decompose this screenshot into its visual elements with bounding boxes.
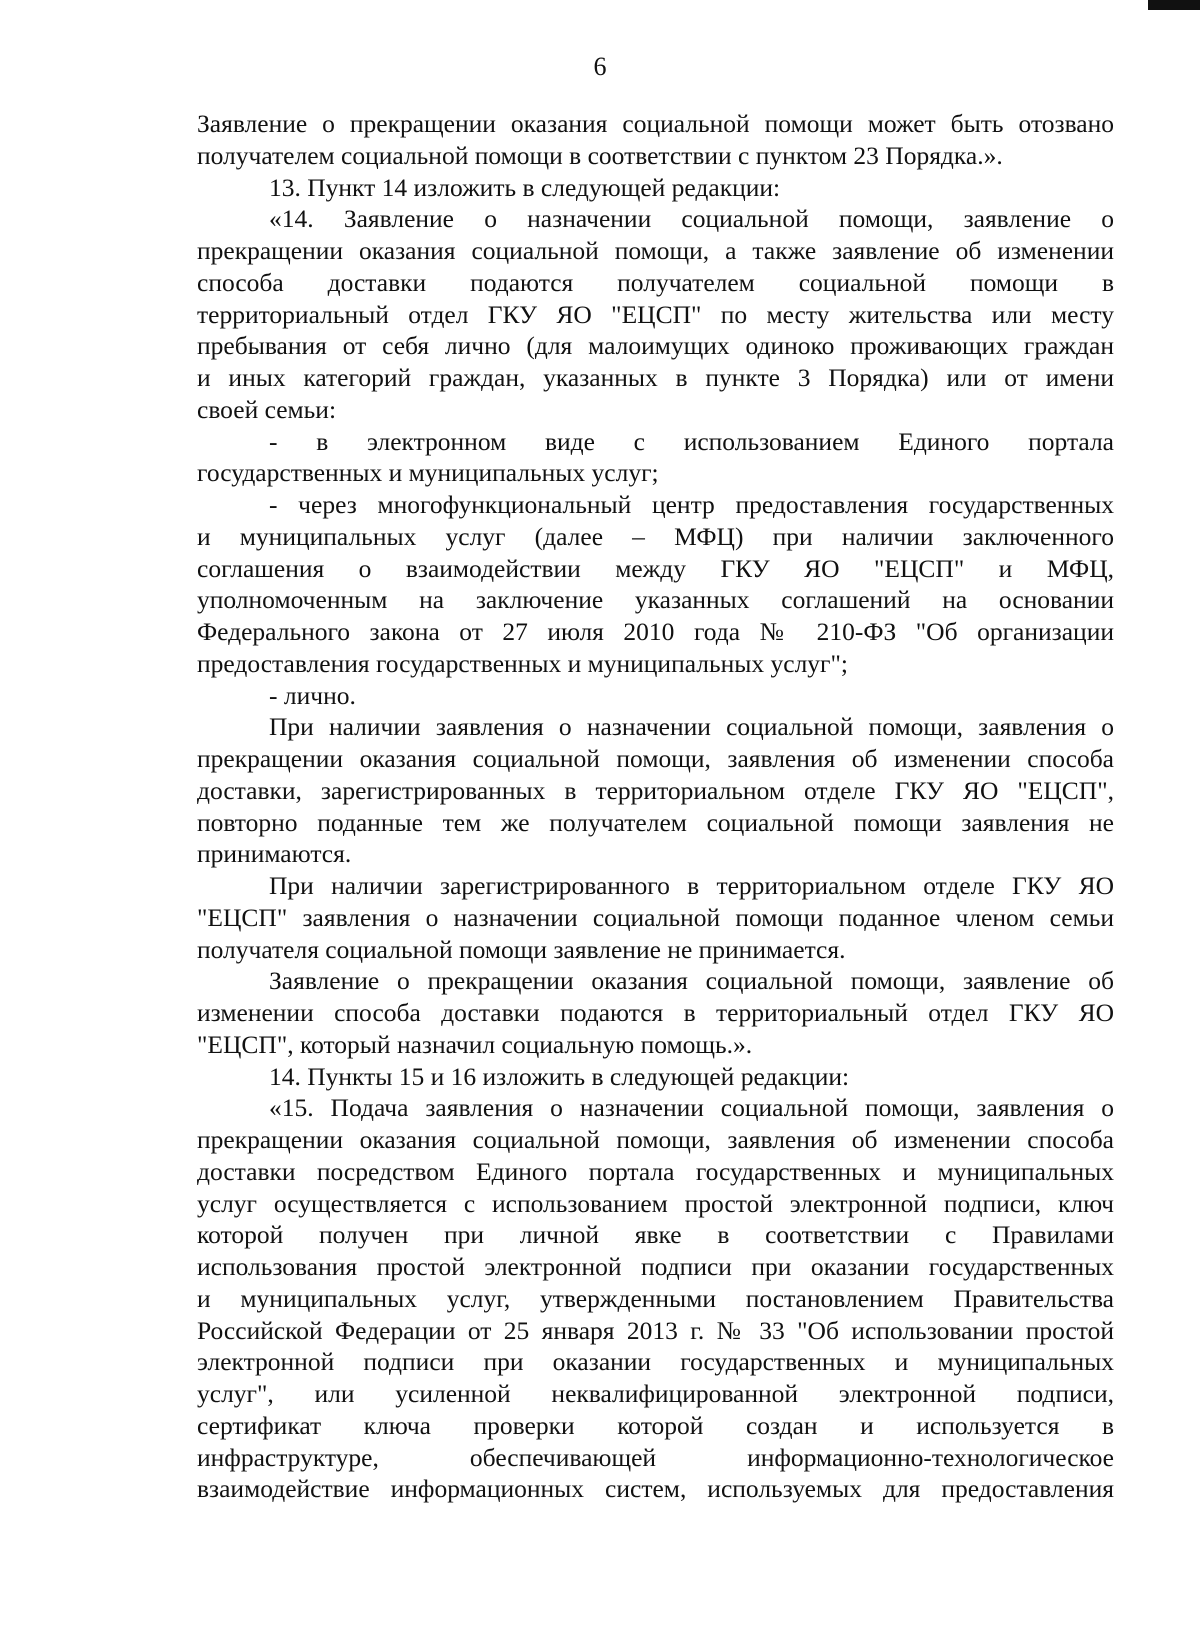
text-line: изменении способа доставки подаются в территориальный отдел ГКУ ЯО	[197, 998, 1114, 1027]
text-line: повторно поданные тем же получателем социальной помощи заявления не	[197, 807, 1114, 837]
text-line: 14. Пункты 15 и 16 изложить в следующей редакции:	[269, 1061, 850, 1091]
text-line: «14. Заявление о назначении социальной помощи, заявление о	[269, 204, 1114, 234]
text-line: которой получен при личной явке в соответствии с Правилами	[197, 1220, 1114, 1250]
text-line: - через многофункциональный центр предоставления государственных	[269, 490, 1114, 519]
text-line: доставки, зарегистрированных в территориальном отделе ГКУ ЯО "ЕЦСП",	[197, 775, 1114, 805]
text-line: Российской Федерации от 25 января 2013 г. № 33 "Об использовании простой	[197, 1315, 1114, 1345]
text-line: доставки посредством Единого портала государственных и муниципальных	[197, 1156, 1114, 1186]
text-line: Заявление о прекращении оказания социальной помощи, заявление об	[269, 966, 1114, 996]
text-line: "ЕЦСП", который назначил социальную помощь.».	[197, 1029, 753, 1059]
text-line: инфраструктуре, обеспечивающей информационно-технологическое	[197, 1442, 1114, 1472]
text-line: государственных и муниципальных услуг;	[197, 458, 659, 488]
text-line: и муниципальных услуг (далее – МФЦ) при наличии заключенного	[197, 521, 1114, 551]
text-line: способа доставки подаются получателем социальной помощи в	[197, 267, 1114, 297]
text-line: «15. Подача заявления о назначении социальной помощи, заявления о	[269, 1093, 1114, 1123]
text-line: пребывания от себя лично (для малоимущих одиноко проживающих граждан	[197, 331, 1114, 361]
text-line: и муниципальных услуг, утвержденными постановлением Правительства	[197, 1283, 1114, 1313]
text-line: соглашения о взаимодействии между ГКУ ЯО "ЕЦСП" и МФЦ,	[197, 553, 1114, 583]
page-number: 6	[593, 52, 607, 81]
text-line: предоставления государственных и муниципальных услуг";	[197, 648, 849, 678]
text-line: сертификат ключа проверки которой создан и используется в	[197, 1410, 1114, 1440]
scan-corner-mark	[1148, 0, 1200, 10]
text-line: прекращении оказания социальной помощи, заявления об изменении способа	[197, 1125, 1114, 1154]
text-line: - в электронном виде с использованием Единого портала	[269, 426, 1114, 456]
text-line: - лично.	[269, 680, 356, 710]
text-line: своей семьи:	[197, 394, 337, 424]
text-line: использования простой электронной подписи при оказании государственных	[197, 1252, 1114, 1281]
text-line: прекращении оказания социальной помощи, заявления об изменении способа	[197, 744, 1114, 773]
text-line: услуг осуществляется с использованием простой электронной подписи, ключ	[197, 1188, 1114, 1218]
text-line: При наличии заявления о назначении социальной помощи, заявления о	[269, 712, 1114, 742]
text-line: принимаются.	[197, 839, 352, 869]
text-line: взаимодействие информационных систем, используемых для предоставления	[197, 1474, 1114, 1504]
text-line: прекращении оказания социальной помощи, а также заявление об изменении	[197, 236, 1114, 265]
text-line: При наличии зарегистрированного в территориальном отделе ГКУ ЯО	[269, 871, 1114, 900]
text-line: услуг", или усиленной неквалифицированной электронной подписи,	[197, 1379, 1114, 1408]
text-line: получателя социальной помощи заявление не принимается.	[197, 934, 846, 964]
text-line: территориальный отдел ГКУ ЯО "ЕЦСП" по месту жительства или месту	[197, 299, 1114, 329]
document-body	[197, 108, 1114, 1505]
text-line: Федерального закона от 27 июля 2010 года № 210-ФЗ "Об организации	[197, 617, 1114, 646]
text-line: получателем социальной помощи в соответствии с пунктом 23 Порядка.».	[197, 140, 1003, 170]
text-line: электронной подписи при оказании государственных и муниципальных	[197, 1347, 1114, 1377]
text-line: уполномоченным на заключение указанных соглашений на основании	[197, 585, 1114, 615]
text-line: "ЕЦСП" заявления о назначении социальной помощи поданное членом семьи	[197, 902, 1114, 932]
text-line: Заявление о прекращении оказания социальной помощи может быть отозвано	[197, 109, 1114, 138]
text-line: и иных категорий граждан, указанных в пункте 3 Порядка) или от имени	[197, 363, 1114, 392]
text-line: 13. Пункт 14 изложить в следующей редакции:	[269, 172, 781, 202]
